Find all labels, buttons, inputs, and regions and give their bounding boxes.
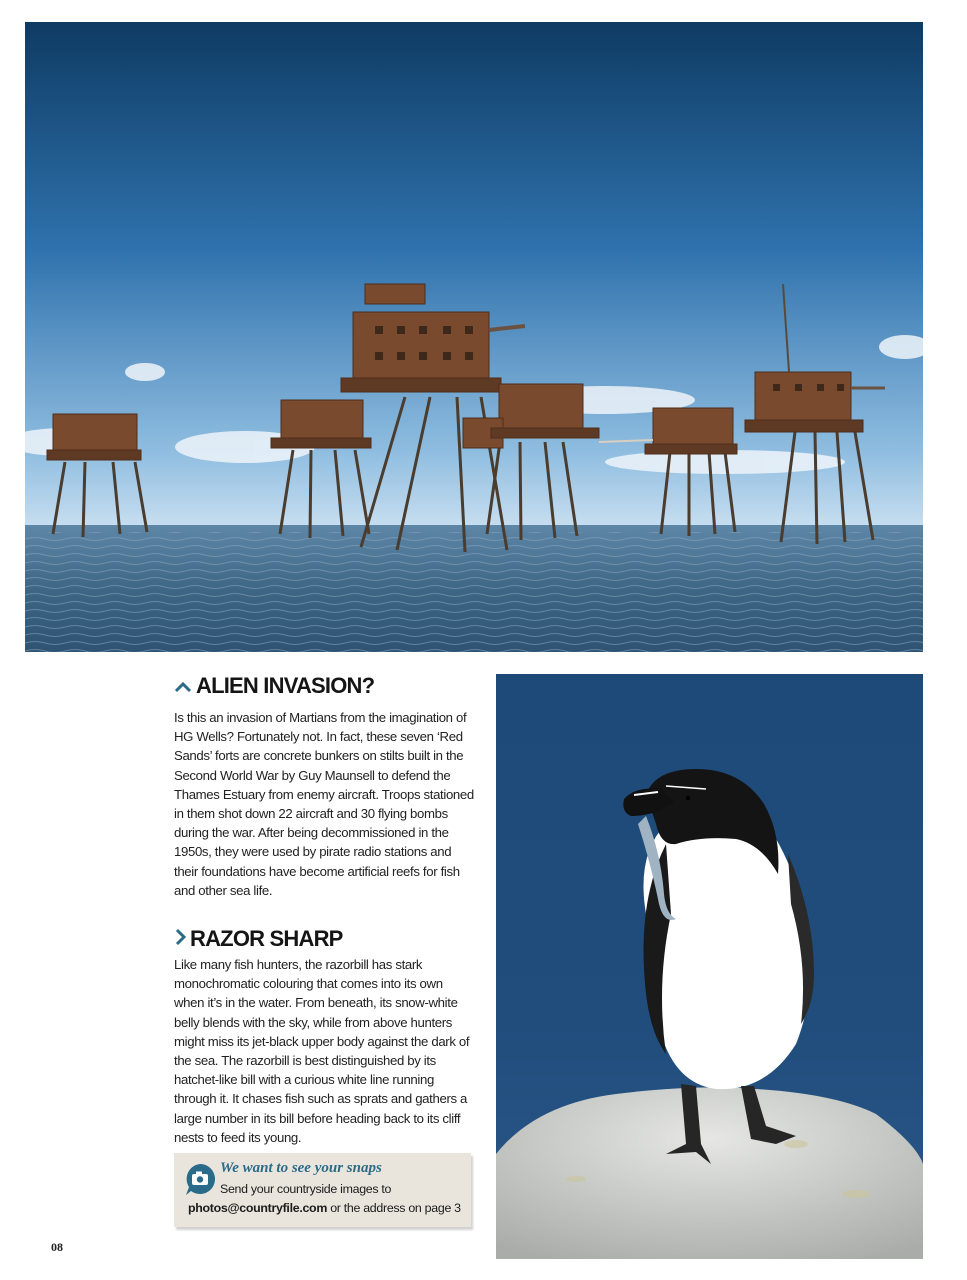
snaps-callout	[174, 1153, 471, 1227]
razor-sharp-body: Like many fish hunters, the razorbill has stark monochromatic colouring that comes into its own when it’s in the water. From beneath, its snow-white belly blends with the sky, while from above hunters might miss its jet-black upper body against the dark of the sea. The razorbill is best distinguished by its hatchet-like bill with a curious white line running through it. It chases fish such as sprats and gathers a large number in its bill before heading back to its cliff nests to feed its young.	[174, 957, 470, 1145]
sea-forts-photo	[25, 22, 923, 652]
page-number: 08	[51, 1240, 63, 1254]
snaps-instructions: Send your countryside images to	[220, 1182, 392, 1196]
alien-invasion-headline-text: ALIEN INVASION?	[196, 673, 375, 698]
snaps-email-link[interactable]: photos@countryfile.com	[188, 1201, 328, 1215]
razor-sharp-headline	[174, 925, 476, 953]
chevron-up-icon	[174, 672, 192, 700]
camera-icon	[183, 1162, 217, 1196]
snaps-address-text: or the address on page 3	[327, 1201, 461, 1215]
alien-invasion-headline	[174, 672, 476, 700]
razor-sharp-article	[174, 925, 476, 1147]
alien-invasion-body: Is this an invasion of Martians from the imagination of HG Wells? Fortunately not. In fact, these seven ‘Red Sands’ forts are concrete bunkers on stilts built in the Second World War by Guy Maunsell to defend the Thames Estuary from enemy aircraft. Troops stationed in them shot down 22 aircraft and 30 flying bombs during the war. After being decommissioned in the 1950s, they were used by pirate radio stations and their foundations have become artificial reefs for fish and other sea life.	[174, 710, 474, 898]
alien-invasion-article	[174, 672, 476, 900]
snaps-title: We want to see your snaps	[220, 1160, 382, 1176]
chevron-right-icon	[174, 925, 186, 953]
snaps-contact-line	[188, 1201, 461, 1215]
razorbill-photo	[496, 674, 923, 1259]
razor-sharp-headline-text: RAZOR SHARP	[190, 926, 343, 951]
